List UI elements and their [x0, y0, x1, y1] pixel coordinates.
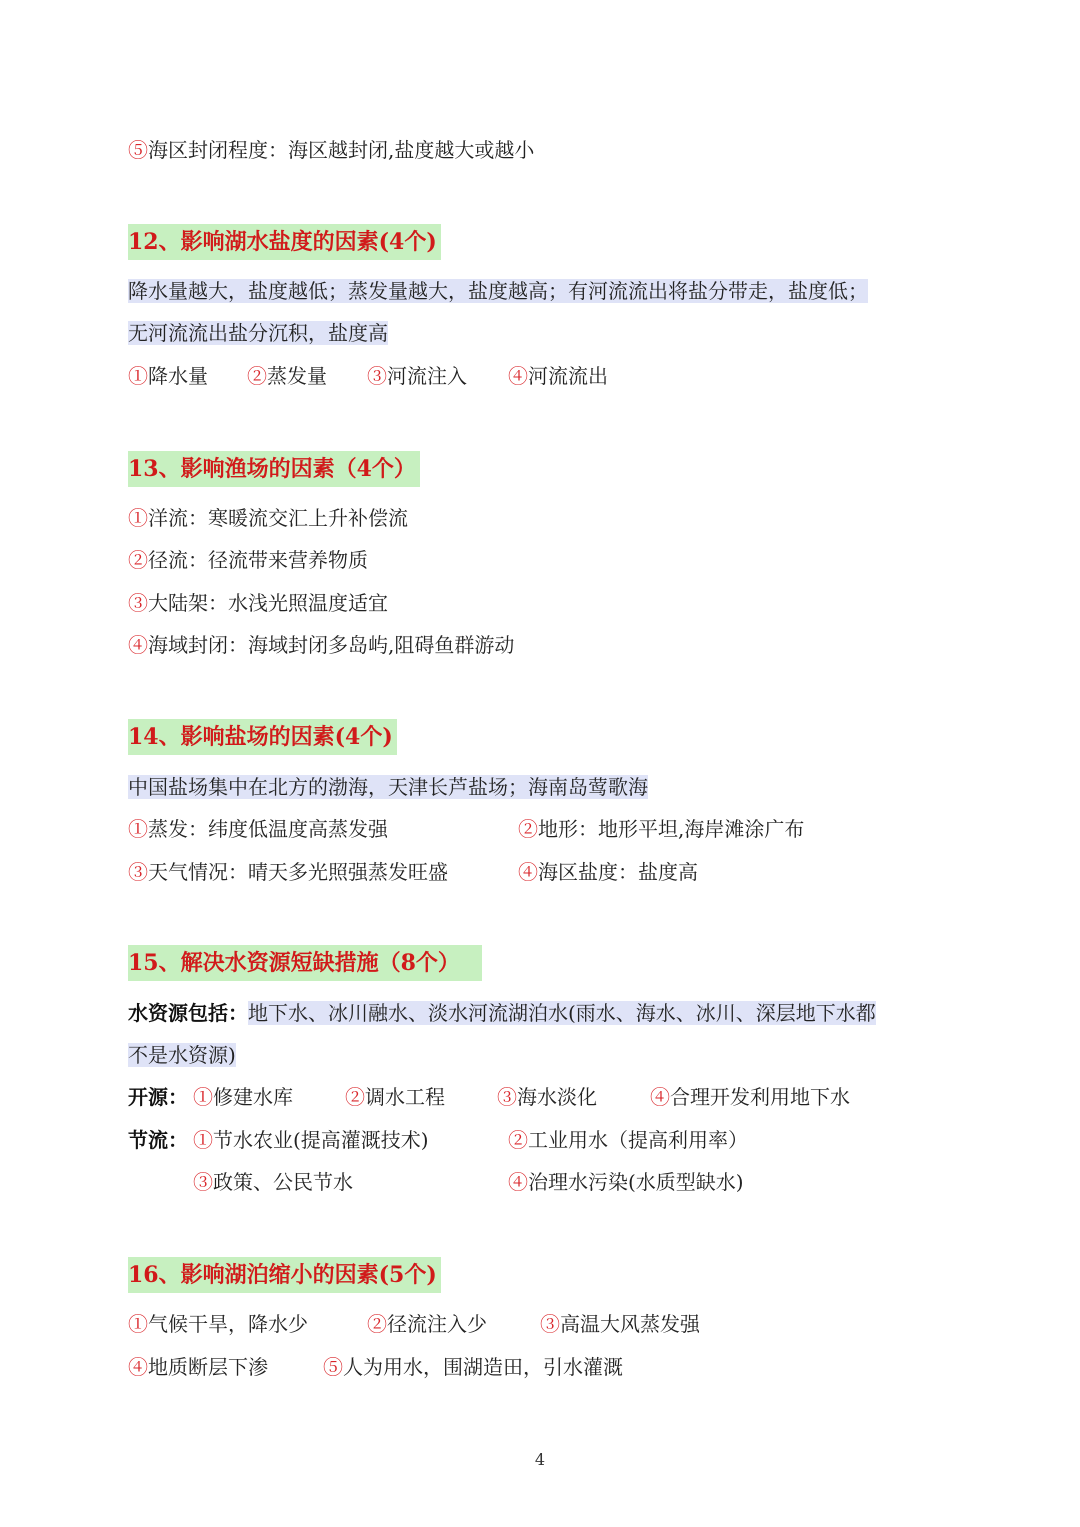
s13-item-3: ③大陆架：水浅光照温度适宜 — [128, 591, 388, 615]
s12-description-line2: 无河流流出盐分沉积，盐度高 — [128, 321, 388, 345]
section-12-heading: 12、影响湖水盐度的因素(4个) — [128, 224, 441, 260]
kaiyuan-item-3: ③海水淡化 — [497, 1085, 597, 1109]
section-14-heading: 14、影响盐场的因素(4个) — [128, 719, 397, 755]
s15-resources-line1: 水资源包括：地下水、冰川融水、淡水河流湖泊水(雨水、海水、冰川、深层地下水都 — [128, 1001, 876, 1025]
s12-item-1: ①降水量 — [128, 364, 208, 388]
s14-description: 中国盐场集中在北方的渤海，天津长芦盐场；海南岛莺歌海 — [128, 775, 648, 799]
jieliu-label: 节流： — [128, 1128, 188, 1152]
jieliu-item-1: ①节水农业(提高灌溉技术) — [193, 1128, 429, 1152]
kaiyuan-item-1: ①修建水库 — [193, 1085, 293, 1109]
kaiyuan-item-2: ②调水工程 — [345, 1085, 445, 1109]
kaiyuan-item-4: ④合理开发利用地下水 — [650, 1085, 850, 1109]
jieliu-item-3: ③政策、公民节水 — [193, 1170, 353, 1194]
s12-description-line1: 降水量越大，盐度越低；蒸发量越大，盐度越高；有河流流出将盐分带走，盐度低； — [128, 279, 868, 303]
s14-item-4: ④海区盐度：盐度高 — [518, 860, 698, 884]
s16-item-5: ⑤人为用水，围湖造田，引水灌溉 — [323, 1355, 623, 1379]
s14-item-2: ②地形：地形平坦,海岸滩涂广布 — [518, 817, 805, 841]
s12-item-4: ④河流流出 — [508, 364, 608, 388]
s15-resources-line2: 不是水资源) — [128, 1043, 236, 1067]
s16-item-4: ④地质断层下渗 — [128, 1355, 268, 1379]
s16-item-2: ②径流注入少 — [367, 1312, 487, 1336]
jieliu-item-4: ④治理水污染(水质型缺水) — [508, 1170, 744, 1194]
kaiyuan-label: 开源： — [128, 1085, 188, 1109]
s13-item-4: ④海域封闭：海域封闭多岛屿,阻碍鱼群游动 — [128, 633, 515, 657]
s11-item-5: ⑤海区封闭程度：海区越封闭,盐度越大或越小 — [128, 138, 535, 162]
s16-item-1: ①气候干旱，降水少 — [128, 1312, 308, 1336]
page-number: 4 — [534, 1450, 546, 1469]
s13-item-2: ②径流：径流带来营养物质 — [128, 548, 368, 572]
section-13-heading: 13、影响渔场的因素（4个） — [128, 451, 420, 487]
section-16-heading: 16、影响湖泊缩小的因素(5个) — [128, 1257, 441, 1293]
s14-item-1: ①蒸发：纬度低温度高蒸发强 — [128, 817, 388, 841]
s13-item-1: ①洋流：寒暖流交汇上升补偿流 — [128, 506, 408, 530]
s12-item-2: ②蒸发量 — [247, 364, 327, 388]
section-15-heading: 15、解决水资源短缺措施（8个） — [128, 945, 482, 981]
s14-item-3: ③天气情况：晴天多光照强蒸发旺盛 — [128, 860, 448, 884]
s12-item-3: ③河流注入 — [367, 364, 467, 388]
s16-item-3: ③高温大风蒸发强 — [540, 1312, 700, 1336]
jieliu-item-2: ②工业用水（提高利用率） — [508, 1128, 748, 1152]
